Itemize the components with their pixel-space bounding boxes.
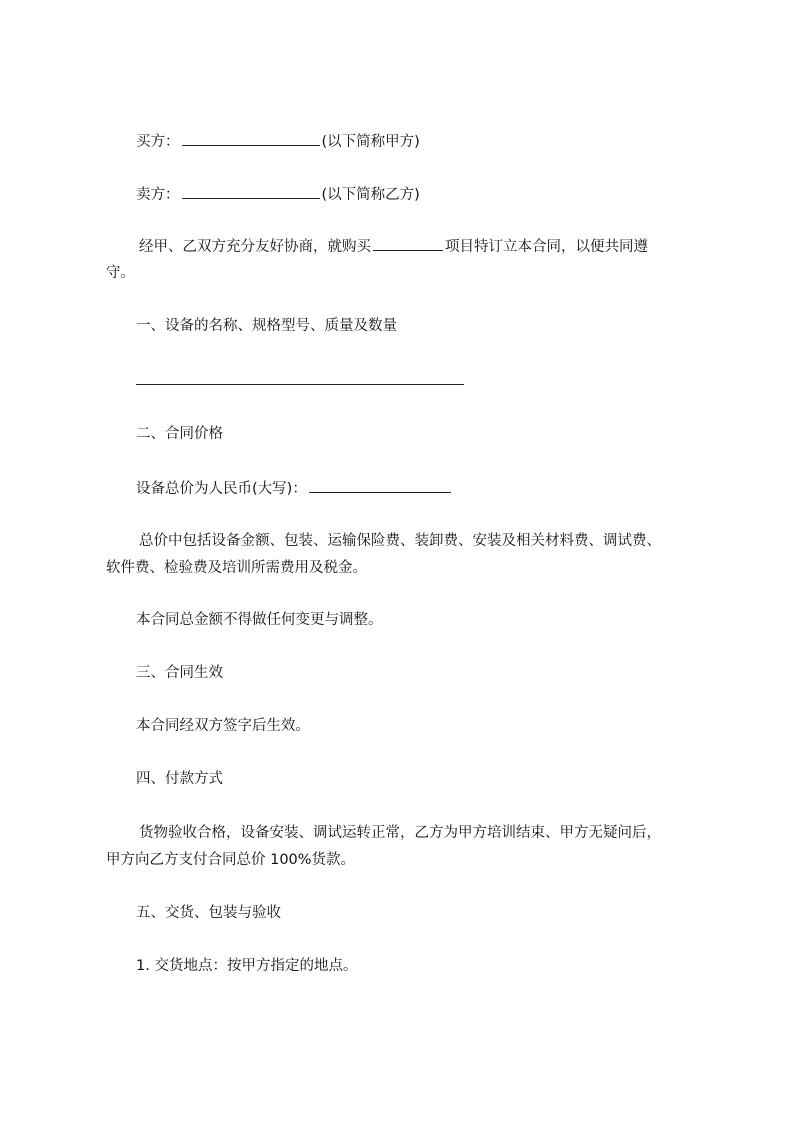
total-price-blank[interactable] xyxy=(309,478,451,493)
section2-heading: 二、合同价格 xyxy=(136,426,223,442)
buyer-suffix: (以下简称甲方) xyxy=(321,134,420,150)
total-price-label: 设备总价为人民币(大写)： xyxy=(136,481,307,497)
buyer-name-blank[interactable] xyxy=(182,131,320,146)
seller-line xyxy=(136,184,420,205)
payment-line-2: 甲方向乙方支付合同总价 100%货款。 xyxy=(106,852,356,868)
effective-clause: 本合同经双方签字后生效。 xyxy=(136,718,310,734)
section5-heading: 五、交货、包装与验收 xyxy=(136,905,281,921)
intro-text-before: 经甲、乙双方充分友好协商，就购买 xyxy=(139,239,371,255)
project-blank[interactable] xyxy=(373,236,443,251)
buyer-label: 买方： xyxy=(136,134,180,150)
no-change-clause: 本合同总金额不得做任何变更与调整。 xyxy=(136,612,383,628)
intro-line-1 xyxy=(139,236,648,257)
intro-text-after: 项目特订立本合同，以便共同遵 xyxy=(445,239,648,255)
buyer-line xyxy=(136,131,420,152)
seller-name-blank[interactable] xyxy=(182,184,320,199)
section3-heading: 三、合同生效 xyxy=(136,665,223,681)
section4-heading: 四、付款方式 xyxy=(136,771,223,787)
payment-line-1: 货物验收合格，设备安装、调试运转正常，乙方为甲方培训结束、甲方无疑问后， xyxy=(139,825,661,841)
total-price-line xyxy=(136,478,453,499)
intro-line-2: 守。 xyxy=(106,265,135,281)
seller-suffix: (以下简称乙方) xyxy=(321,187,420,203)
section1-heading: 一、设备的名称、规格型号、质量及数量 xyxy=(136,318,397,334)
price-includes-line-1: 总价中包括设备金额、包装、运输保险费、装卸费、安装及相关材料费、调试费、 xyxy=(139,533,661,549)
seller-label: 卖方： xyxy=(136,187,180,203)
equipment-details-blank[interactable] xyxy=(136,384,464,385)
delivery-location-item: 1. 交货地点：按甲方指定的地点。 xyxy=(136,958,358,974)
price-includes-line-2: 软件费、检验费及培训所需费用及税金。 xyxy=(106,560,367,576)
